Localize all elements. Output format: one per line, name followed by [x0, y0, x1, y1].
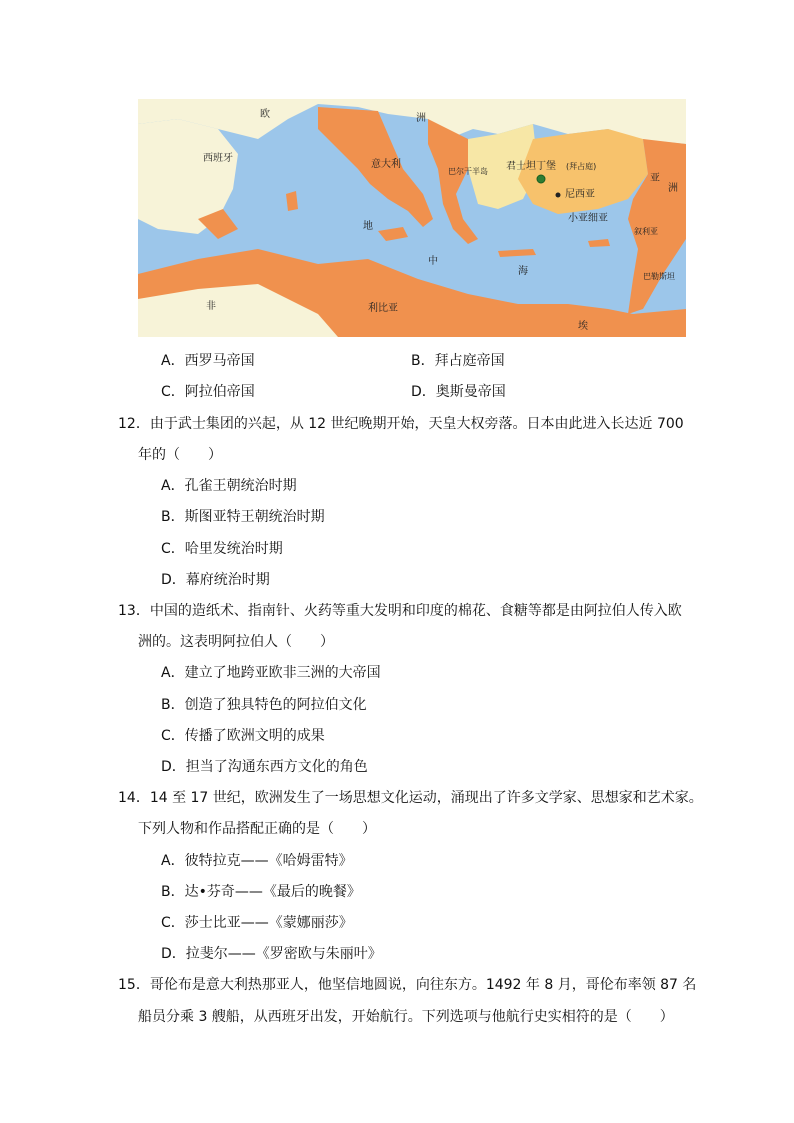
map-label-spain: 西班牙 — [203, 153, 233, 164]
map-label-egypt: 埃 — [578, 321, 588, 332]
map-label-italy: 意大利 — [371, 159, 401, 170]
map-label-syria: 叙利亚 — [634, 227, 658, 236]
q12-option-a[interactable]: A．孔雀王朝统治时期 — [161, 478, 297, 494]
q14-option-c[interactable]: C．莎士比亚——《蒙娜丽莎》 — [161, 915, 353, 931]
q13-option-c[interactable]: C．传播了欧洲文明的成果 — [161, 728, 325, 744]
q15-stem-line1: 15．哥伦布是意大利热那亚人，他坚信地圆说，向往东方。1492 年 8 月，哥伦布率领 87 名 — [118, 977, 697, 993]
map-label-africa: 非 — [206, 301, 216, 312]
map-graphic — [138, 99, 686, 337]
map-label-sea3: 海 — [518, 266, 528, 277]
map-label-constantinople-note: (拜占庭) — [566, 162, 597, 171]
map-label-nicaea: 尼西亚 — [565, 189, 595, 200]
q12-option-d[interactable]: D．幕府统治时期 — [161, 572, 270, 588]
map-label-balkan: 巴尔干半岛 — [448, 167, 488, 176]
byzantine-empire-map — [138, 99, 686, 337]
q14-stem-line1: 14．14 至 17 世纪，欧洲发生了一场思想文化运动，涌现出了许多文学家、思想家和艺术家。 — [118, 790, 703, 806]
map-sardinia — [286, 191, 298, 211]
map-label-sea1: 地 — [363, 221, 373, 232]
map-label-europe1: 欧 — [260, 109, 270, 120]
q11-option-c[interactable]: C．阿拉伯帝国 — [161, 384, 255, 400]
map-label-constantinople: 君士坦丁堡 — [506, 161, 556, 172]
constantinople-marker — [537, 175, 545, 183]
q13-option-a[interactable]: A．建立了地跨亚欧非三洲的大帝国 — [161, 665, 381, 681]
q14-stem-line2: 下列人物和作品搭配正确的是（ ） — [138, 821, 376, 837]
q11-option-b[interactable]: B．拜占庭帝国 — [411, 353, 505, 369]
q14-option-d[interactable]: D．拉斐尔——《罗密欧与朱丽叶》 — [161, 946, 382, 962]
map-label-libya: 利比亚 — [368, 303, 398, 314]
map-label-asia1: 亚 — [650, 173, 660, 184]
q13-stem-line2: 洲的。这表明阿拉伯人（ ） — [138, 634, 334, 650]
q13-option-b[interactable]: B．创造了独具特色的阿拉伯文化 — [161, 697, 367, 713]
map-label-palestine: 巴勒斯坦 — [643, 272, 675, 281]
map-label-europe2: 洲 — [416, 113, 426, 124]
q13-stem-line1: 13．中国的造纸术、指南针、火药等重大发明和印度的棉花、食糖等都是由阿拉伯人传入欧 — [118, 603, 682, 619]
nicaea-marker — [556, 193, 561, 198]
q12-option-b[interactable]: B．斯图亚特王朝统治时期 — [161, 509, 325, 525]
q12-stem-line1: 12．由于武士集团的兴起，从 12 世纪晚期开始，天皇大权旁落。日本由此进入长达近 700 — [118, 416, 684, 432]
map-label-asia2: 洲 — [668, 183, 678, 194]
q12-option-c[interactable]: C．哈里发统治时期 — [161, 541, 283, 557]
q15-stem-line2: 船员分乘 3 艘船，从西班牙出发，开始航行。下列选项与他航行史实相符的是（ ） — [138, 1009, 674, 1025]
q14-option-b[interactable]: B．达•芬奇——《最后的晚餐》 — [161, 884, 361, 900]
map-label-asia-minor: 小亚细亚 — [568, 213, 608, 224]
map-label-sea2: 中 — [428, 256, 438, 267]
q13-option-d[interactable]: D．担当了沟通东西方文化的角色 — [161, 759, 368, 775]
q14-option-a[interactable]: A．彼特拉克——《哈姆雷特》 — [161, 853, 353, 869]
q12-stem-line2: 年的（ ） — [138, 447, 222, 463]
q11-option-a[interactable]: A．西罗马帝国 — [161, 353, 255, 369]
q11-option-d[interactable]: D．奥斯曼帝国 — [411, 384, 506, 400]
